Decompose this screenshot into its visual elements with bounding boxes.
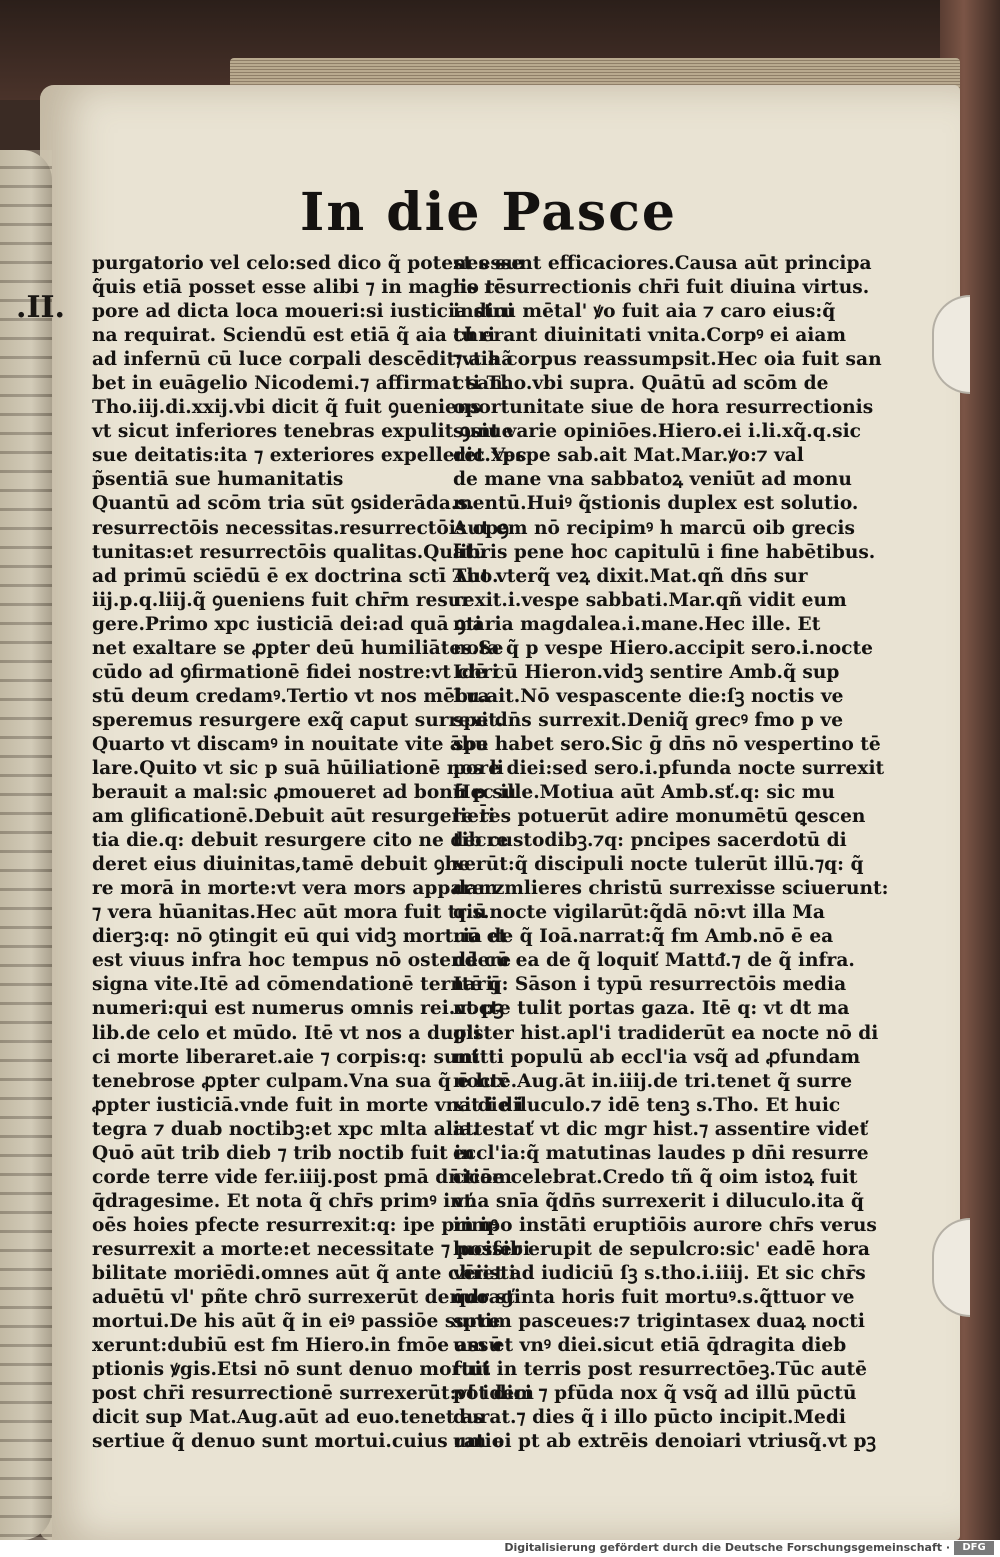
text-line: ad infernū cū luce corpali descēdit:vt hã — [92, 349, 514, 371]
text-line: net exaltare se ꝓpter deū humiliātes.Se — [92, 637, 504, 659]
text-line: spe habet sero.Sic ḡ dn̄s nō vespertino tē — [453, 733, 881, 755]
text-line: tegra ⁊ duab noctibꝫ:et xpc mlta alia. — [92, 1118, 479, 1140]
text-line: speremus resurgere exq̃ caput surrexit. — [92, 709, 504, 731]
text-line: sertiue q̃ denuo sunt mortui.cuius ratio — [92, 1431, 505, 1453]
text-line: q̃uis etiā posset esse alibi ⁊ in magno tē — [92, 277, 506, 299]
text-line: rexit.i.vespe sabbati.Mar.qñ vidit eum — [453, 589, 847, 611]
text-line: noctē.Aug.āt in.iiij.de tri.tenet q̃ surre — [453, 1070, 853, 1092]
text-line: Itē q: Sāson i typū resurrectōis media — [453, 974, 847, 996]
facing-page-edge — [0, 150, 65, 1540]
text-line: instru mētal' ꝟo fuit aia ⁊ caro eius:q̃ — [453, 301, 836, 323]
text-line: lare.Quito vt sic p suā hūiliationē nos li — [92, 757, 504, 779]
text-line: lucifer erupit de sepulcro:sic' eadē hora — [453, 1238, 870, 1260]
text-line: re morā in morte:vt vera mors apparerz — [92, 878, 505, 900]
facing-page-text-shadow — [0, 150, 52, 1540]
text-line: sptim pasceues:⁊ trigintasex duaꝝ nocti — [453, 1311, 865, 1333]
text-line: Tho.iij.di.xxij.vbi dicit q̃ fuit ꝯueniens — [92, 397, 481, 419]
text-line: mortui.De his aūt q̃ in eiꝰ passiōe surre — [92, 1311, 501, 1333]
text-line: nota q̃ p vespe Hiero.accipit sero.i.nocte — [453, 637, 873, 659]
text-line: xerūt:q̃ discipuli nocte tulerūt illū.⁊q: q̃ — [453, 854, 864, 876]
text-line: mentū.Huiꝰ q̃stionis duplex est solutio. — [453, 493, 859, 515]
text-line: um ei pt ab extrēis denoiari vtriusq̃.vt pꝫ — [453, 1431, 877, 1453]
text-line: resurrectōis necessitas.resurrectōis opꝯ — [92, 517, 510, 539]
text-line: durat.⁊ dies q̃ i illo pūcto incipit.Medi — [453, 1407, 846, 1429]
text-line: ci morte liberaret.aie ⁊ corpis:q: sunt — [92, 1046, 480, 1068]
text-line: eccl'ia:q̃ matutinas laudes p dn̄i resurre — [453, 1142, 869, 1164]
text-line: ꝓpter iusticiā.vnde fuit in morte vna die i — [92, 1094, 524, 1116]
text-line: gere.Primo xpc iusticiā dei:ad quā ꝯti — [92, 613, 482, 635]
text-line: Aut vterq̃ veꝝ dixit.Mat.qñ dn̄s sur — [453, 565, 808, 587]
text-line: p̃sentiā sue humanitatis — [92, 469, 344, 491]
text-line: oportunitate siue de hora resurrectionis — [453, 397, 874, 419]
text-line: numeri:qui est numerus omnis rei.vt pꝫ — [92, 998, 504, 1020]
text-line: pore ad dicta loca moueri:si iusticia diui — [92, 301, 515, 323]
text-line: signa vite.Itē ad cōmendationē ternariȷ̄ — [92, 974, 500, 996]
text-line: q̄draginta horis fuit mortuꝰ.s.q̃ttuor ve — [453, 1287, 855, 1309]
text-line: iij.p.q.liij.q̃ ꝯueniens fuit chr̄m resur — [92, 589, 472, 611]
text-line: maria magdalea.i.mane.Hec ille. Et — [453, 613, 821, 635]
text-line: sue deitatis:ita ⁊ exteriores expelleret xpc — [92, 445, 527, 467]
leaf-number: .II. — [16, 290, 65, 325]
text-line: pōt dici ⁊ pfūda nox q̃ vsq̃ ad illū pūctū — [453, 1383, 857, 1405]
text-line: tib custodibꝫ.⁊q: pncipes sacerdotū di — [453, 830, 847, 852]
text-line: dic.Vespe sab.ait Mat.Mar.ꝟo:⁊ val — [453, 445, 804, 467]
text-line: deret eius diuinitas,tamē debuit ꝯhe — [92, 854, 471, 876]
text-line: dē cū ea de q̃ loquiť Mattᵭ.⁊ de q̃ infra. — [453, 950, 855, 972]
text-line: purgatorio vel celo:sed dico q̃ potest esse — [92, 253, 524, 274]
text-line: tia die.q: debuit resurgere cito ne decre — [92, 830, 509, 852]
page-title: In die Pasce — [300, 182, 677, 243]
text-column-left — [92, 252, 534, 1454]
text-line: am glificationē.Debuit aūt resurgere t̄i — [92, 806, 496, 828]
dfg-logo: DFG — [954, 1541, 994, 1555]
text-line: Quantū ad scōm tria sūt ꝯsiderāda.s. — [92, 493, 475, 515]
text-line: q.s.nocte vigilarūt:q̃dā nō:vt illa Ma — [453, 902, 825, 924]
text-line: ptionis ꝟgis.Etsi nō sunt denuo mortui — [92, 1359, 491, 1381]
text-line: vt sicut inferiores tenebras expulit ꝯsiue — [92, 421, 514, 443]
text-line: Idē cū Hieron.vidꝫ sentire Amb.q̃ sup — [453, 661, 840, 683]
text-line: cti Tho.vbi supra. Quātū ad scōm de — [453, 373, 829, 395]
text-line: libris pene hoc capitulū i fine habētibus. — [453, 541, 876, 563]
text-line: tū erant diuinitati vnita.Corpꝰ ei aiam — [453, 325, 847, 347]
text-line: attestať vt dic mgr hist.⁊ assentire videť — [453, 1118, 869, 1140]
footer-bar — [0, 1540, 1000, 1557]
text-line: Quarto vt discamꝰ in nouitate vite ābu — [92, 733, 489, 755]
text-line: um et vnꝰ diei.sicut etiā q̄dragita dieb — [453, 1335, 847, 1357]
text-line: dam mlieres christū surrexisse sciuerunt: — [453, 878, 889, 900]
text-line: ⁊ vera hūanitas.Hec aūt mora fuit triū — [92, 902, 487, 924]
text-line: berauit a mal:sic ꝓmoueret ad bonū p su — [92, 782, 517, 804]
text-line: na requirat. Sciendū est etiā q̃ aia chri — [92, 325, 495, 347]
text-line: q̄dragesime. Et nota q̃ chr̄s primꝰ inť — [92, 1190, 473, 1212]
text-line: corde terre vide fer.iiij.post pmā dn̄icam — [92, 1166, 512, 1188]
text-line: ad primū sciēdū ē ex doctrina sctī Tho. — [92, 565, 499, 587]
text-line: nocte tulit portas gaza. Itē q: vt dt ma — [453, 998, 850, 1020]
text-line: tenebrose ꝓpter culpam.Vna sua q̃ ē lux — [92, 1070, 508, 1092]
text-line: spe dn̄s surrexit.Deniq̃ grecꝰ fmo p ve — [453, 709, 844, 731]
text-line: xit i diluculo.⁊ idē tenꝫ s.Tho. Et huic — [453, 1094, 841, 1116]
text-line: bilitate moriēdi.omnes aūt q̃ ante christi — [92, 1262, 516, 1284]
text-line: mitti populū ab eccl'ia vsq̃ ad ꝓfundam — [453, 1046, 861, 1068]
text-line: dicit sup Mat.Aug.aūt ad euo.tenet as — [92, 1407, 484, 1429]
text-line: vna snīa q̃dn̄s surrexerit i diluculo.ita q̃ — [453, 1190, 864, 1212]
text-line: pore diei:sed sero.i.pfunda nocte surrexit — [453, 757, 885, 779]
text-line: nes sunt efficaciores.Causa aūt principa — [453, 253, 872, 274]
footer-credit: Digitalisierung gefördert durch die Deutsche Forschungsgemeinschaft · — [504, 1541, 950, 1554]
text-line: de mane vna sabbatoꝝ veniūt ad monu — [453, 469, 852, 491]
text-line: bet in euāgelio Nicodemi.⁊ affirmat san. — [92, 373, 510, 395]
text-line: stū deum credamꝰ.Tertio vt nos mēbra — [92, 685, 490, 707]
text-line: ctiōe celebrat.Credo tñ q̃ oim istoꝝ fuit — [453, 1166, 858, 1188]
text-line: aduētū vl' pñte chrō surrexerūt denuo sť — [92, 1287, 515, 1309]
text-line: oēs hoies pfecte resurrexit:q: ipe primꝰ — [92, 1214, 498, 1236]
text-column-right — [453, 252, 889, 1454]
text-line: dierꝫ:q: nō ꝯtingit eū qui vidꝫ mortuū et — [92, 926, 508, 948]
text-line: lis resurrectionis chr̄i fuit diuina virtus. — [453, 277, 870, 299]
text-line: Aut em nō recipimꝰ h marcū oib grecis — [453, 517, 855, 539]
text-line: fuit in terris post resurrectōeꝫ.Tūc autē — [453, 1359, 867, 1381]
text-line: tunitas:et resurrectōis qualitas.Quātū — [92, 541, 488, 563]
text-line: ⁊ aia corpus reassumpsit.Hec oia fuit san — [453, 349, 882, 371]
text-line: resurrexit a morte:et necessitate ⁊ possibi — [92, 1238, 531, 1260]
text-line: gister hist.apl'i tradiderūt ea nocte nō di — [453, 1022, 879, 1044]
text-line: Quō aūt trib dieb ⁊ trib noctib fuit in — [92, 1142, 475, 1164]
text-line: xerunt:dubiū est fm Hiero.in fmōe assū — [92, 1335, 503, 1357]
text-line: sunt varie opiniōes.Hiero.ei i.li.xq̃.q.sic — [453, 421, 862, 443]
text-line: ria de q̃ Ioā.narrat:q̃ fm Amb.nō ē ea — [453, 926, 834, 948]
text-line: Hec ille.Motiua aūt Amb.sť.q: sic mu — [453, 782, 835, 804]
text-line: lieres potuerūt adire monumētū ꝗescen — [453, 806, 866, 828]
text-line: vēiet ad iudiciū ſꝫ s.tho.i.iiij. Et sic chr̄s — [453, 1262, 866, 1284]
text-line: Lu.ait.Nō vespascente die:ſꝫ noctis ve — [453, 685, 844, 707]
text-line: post chr̄i resurrectionē surrexerūt:vt idem — [92, 1383, 534, 1405]
text-line: lib.de celo et mūdo. Itē vt nos a dupli — [92, 1022, 481, 1044]
text-line: est viuus infra hoc tempus nō ostendere — [92, 950, 512, 972]
text-line: in ipo instāti eruptiōis aurore chr̄s verus — [453, 1214, 877, 1236]
text-line: cūdo ad ꝯfirmationē fidei nostre:vt chri — [92, 661, 499, 683]
